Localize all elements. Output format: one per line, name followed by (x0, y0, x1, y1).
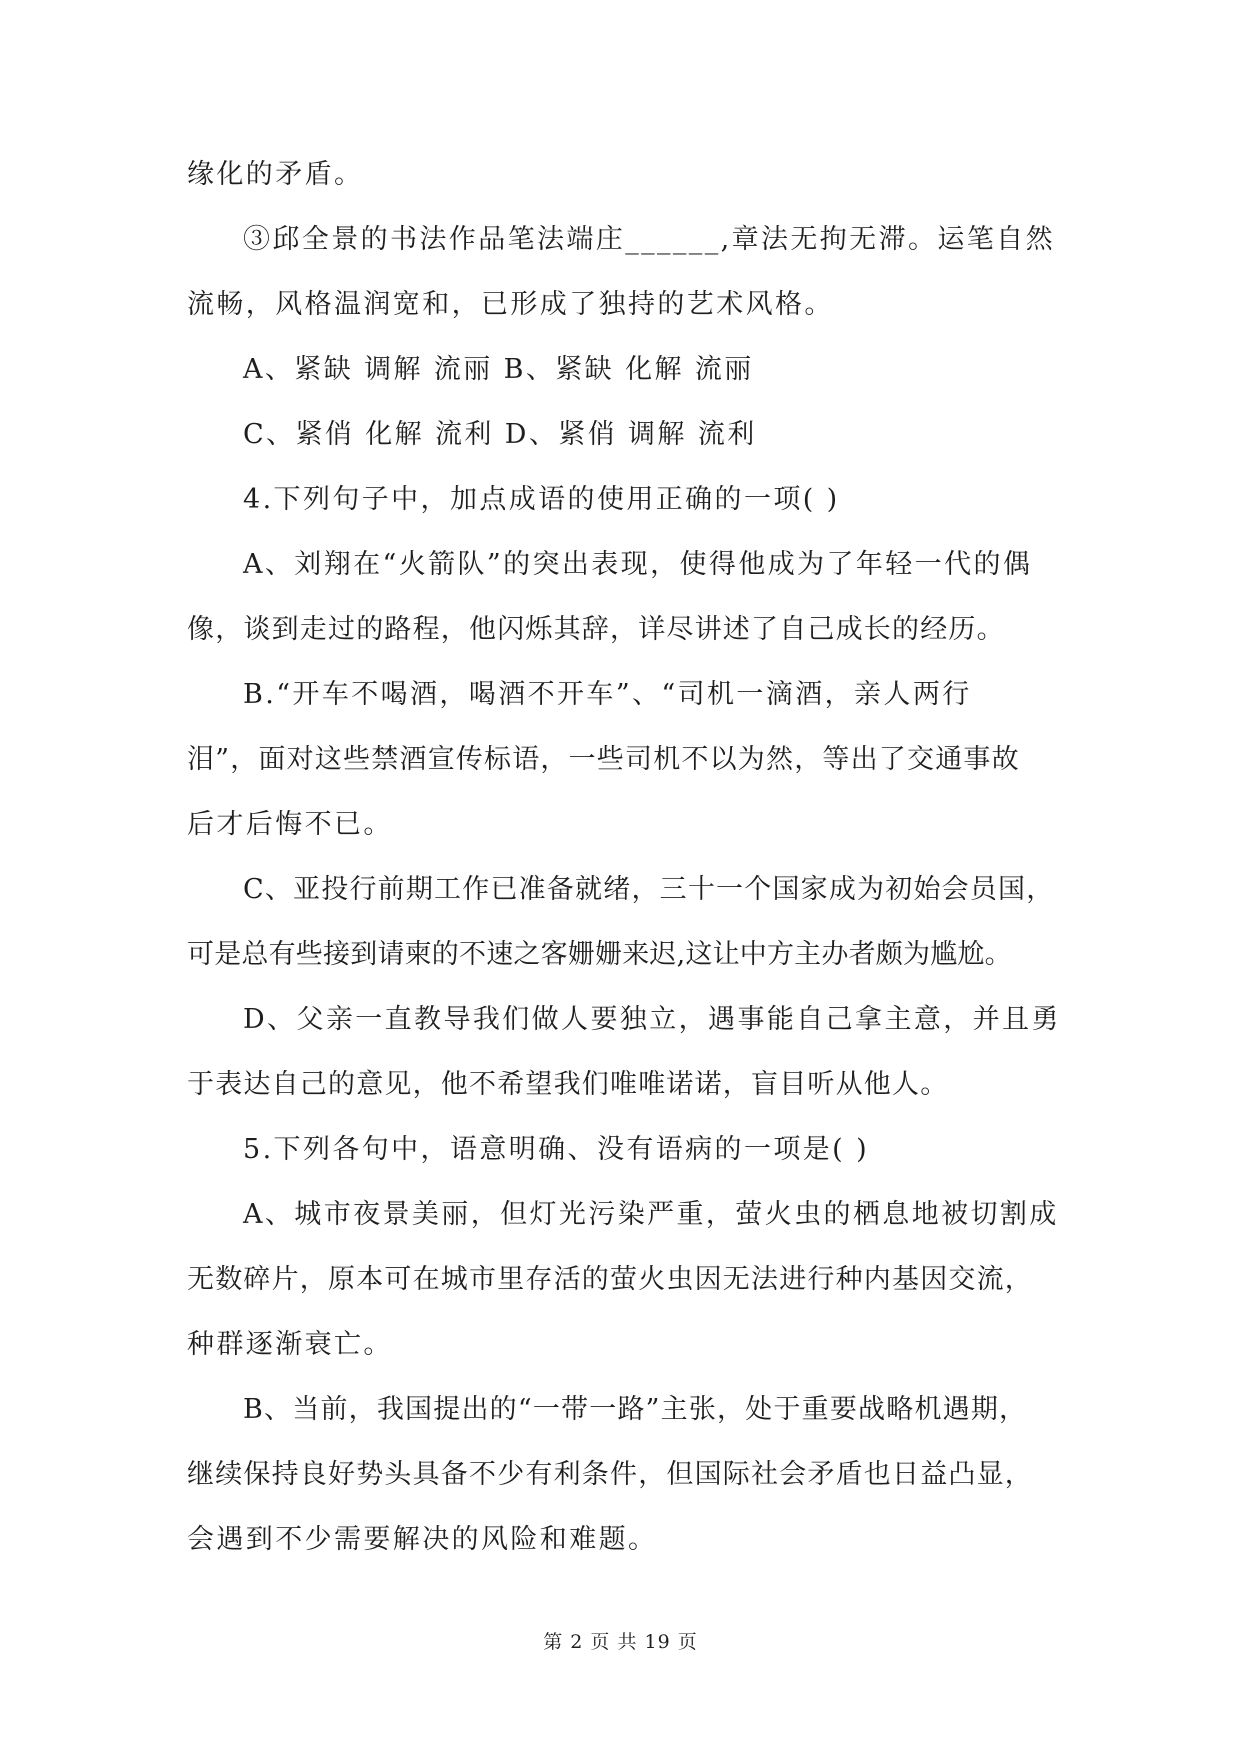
text-line: 泪”，面对这些禁酒宣传标语，一些司机不以为然，等出了交通事故 (187, 744, 1020, 775)
text-line: 于表达自己的意见，他不希望我们唯唯诺诺，盲目听从他人。 (187, 1069, 949, 1100)
text-line: 流畅，风格温润宽和，已形成了独持的艺术风格。 (187, 289, 834, 320)
question-4-option-a: A、刘翔在“火箭队”的突出表现，使得他成为了年轻一代的偶 (243, 549, 1033, 580)
text-line: 后才后悔不已。 (187, 809, 393, 840)
page-number-footer: 第 2 页 共 19 页 (543, 1631, 698, 1653)
text-line: 无数碎片，原本可在城市里存活的萤火虫因无法进行种内基因交流， (187, 1264, 1033, 1295)
page-body (187, 155, 1061, 1585)
question-5-stem: 5.下列各句中，语意明确、没有语病的一项是( ) (243, 1134, 870, 1165)
text-line: 像，谈到走过的路程，他闪烁其辞，详尽讲述了自己成长的经历。 (187, 614, 1005, 645)
question-4-option-d: D、父亲一直教导我们做人要独立，遇事能自己拿主意，并且勇 (243, 1004, 1061, 1035)
text-line: 继续保持良好势头具备不少有利条件，但国际社会矛盾也日益凸显， (187, 1459, 1033, 1490)
options-c-d: C、紧俏 化解 流利 D、紧俏 调解 流利 (243, 419, 757, 450)
question-4-option-c: C、亚投行前期工作已准备就绪，三十一个国家成为初始会员国， (243, 874, 1055, 905)
question-5-option-a: A、城市夜景美丽，但灯光污染严重，萤火虫的栖息地被切割成 (243, 1199, 1059, 1230)
text-line: 会遇到不少需要解决的风险和难题。 (187, 1524, 658, 1555)
text-line: 种群逐渐衰亡。 (187, 1329, 393, 1360)
question-5-option-b: B、当前，我国提出的“一带一路”主张，处于重要战略机遇期， (243, 1394, 1028, 1425)
question-4-stem: 4.下列句子中，加点成语的使用正确的一项( ) (243, 484, 840, 515)
question-3-item-3: ③邱全景的书法作品笔法端庄______,章法无拘无滞。运笔自然 (243, 224, 1055, 255)
text-line: 缘化的矛盾。 (187, 159, 364, 190)
text-line: 可是总有些接到请柬的不速之客姗姗来迟,这让中方主办者颇为尴尬。 (187, 939, 1012, 970)
question-4-option-b: B.“开车不喝酒，喝酒不开车”、“司机一滴酒，亲人两行 (243, 679, 972, 710)
options-a-b: A、紧缺 调解 流丽 B、紧缺 化解 流丽 (243, 354, 754, 385)
